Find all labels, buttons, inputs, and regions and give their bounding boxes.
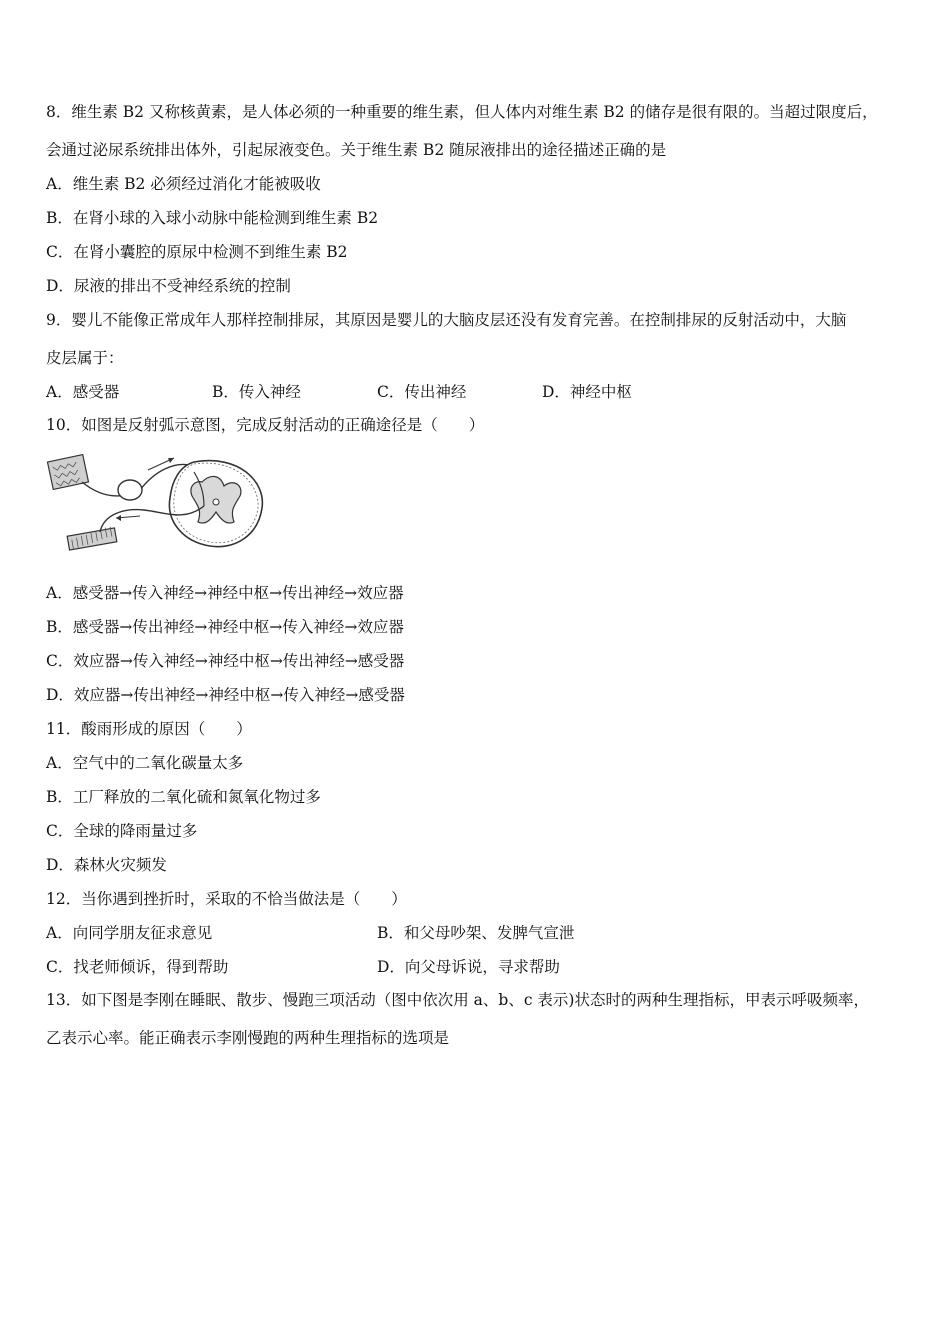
q9-option-c: C．传出神经 xyxy=(377,383,467,401)
q9-stem-line2: 皮层属于： xyxy=(46,349,124,367)
q8-stem-line1: 8．维生素 B2 又称核黄素，是人体必须的一种重要的维生素，但人体内对维生素 B2 的储存是很有限的。当超过限度后， xyxy=(46,103,878,121)
q10-option-c: C．效应器→传入神经→神经中枢→传出神经→感受器 xyxy=(46,652,405,670)
q12-option-c: C．找老师倾诉，得到帮助 xyxy=(46,958,229,976)
q11-option-b: B．工厂释放的二氧化硫和氮氧化物过多 xyxy=(46,788,321,806)
q12-option-d: D．向父母诉说，寻求帮助 xyxy=(377,958,560,976)
q12-option-a: A．向同学朋友征求意见 xyxy=(46,924,213,942)
receptor-shape xyxy=(47,455,88,490)
q8-stem-line2: 会通过泌尿系统排出体外，引起尿液变色。关于维生素 B2 随尿液排出的途径描述正确的是 xyxy=(46,141,667,159)
q12-option-b: B．和父母吵架、发脾气宣泄 xyxy=(377,924,575,942)
q13-stem-line1: 13．如下图是李刚在睡眠、散步、慢跑三项活动（图中依次用 a、b、c 表示)状态时的两种生理指标，甲表示呼吸频率， xyxy=(46,991,869,1009)
q10-option-b: B．感受器→传出神经→神经中枢→传入神经→效应器 xyxy=(46,618,404,636)
q10-option-d: D．效应器→传出神经→神经中枢→传入神经→感受器 xyxy=(46,686,405,704)
q10-option-a: A．感受器→传入神经→神经中枢→传出神经→效应器 xyxy=(46,584,404,602)
effector-shape xyxy=(67,527,117,550)
q11-option-a: A．空气中的二氧化碳量太多 xyxy=(46,754,244,772)
q8-option-a: A．维生素 B2 必须经过消化才能被吸收 xyxy=(46,175,321,193)
q9-option-a: A．感受器 xyxy=(46,383,120,401)
q9-stem-line1: 9．婴儿不能像正常成年人那样控制排尿，其原因是婴儿的大脑皮层还没有发育完善。在控制排尿的反射活动中，大脑 xyxy=(46,311,847,329)
q8-option-c: C．在肾小囊腔的原尿中检测不到维生素 B2 xyxy=(46,243,348,261)
q11-stem: 11．酸雨形成的原因（ ） xyxy=(46,720,252,738)
q10-stem: 10．如图是反射弧示意图，完成反射活动的正确途径是（ ） xyxy=(46,416,485,434)
ganglion-shape xyxy=(118,480,142,500)
q13-stem-line2: 乙表示心率。能正确表示李刚慢跑的两种生理指标的选项是 xyxy=(46,1029,450,1047)
q9-option-b: B．传入神经 xyxy=(212,383,301,401)
q8-option-b: B．在肾小球的入球小动脉中能检测到维生素 B2 xyxy=(46,209,379,227)
reflex-arc-diagram xyxy=(44,452,269,564)
q11-option-c: C．全球的降雨量过多 xyxy=(46,822,198,840)
q11-option-d: D．森林火灾频发 xyxy=(46,856,167,874)
reflex-arc-figure xyxy=(44,452,269,564)
q9-option-d: D．神经中枢 xyxy=(542,383,632,401)
q8-option-d: D．尿液的排出不受神经系统的控制 xyxy=(46,277,291,295)
spinal-cord-shape xyxy=(169,461,262,547)
q12-stem: 12．当你遇到挫折时，采取的不恰当做法是（ ） xyxy=(46,890,407,908)
